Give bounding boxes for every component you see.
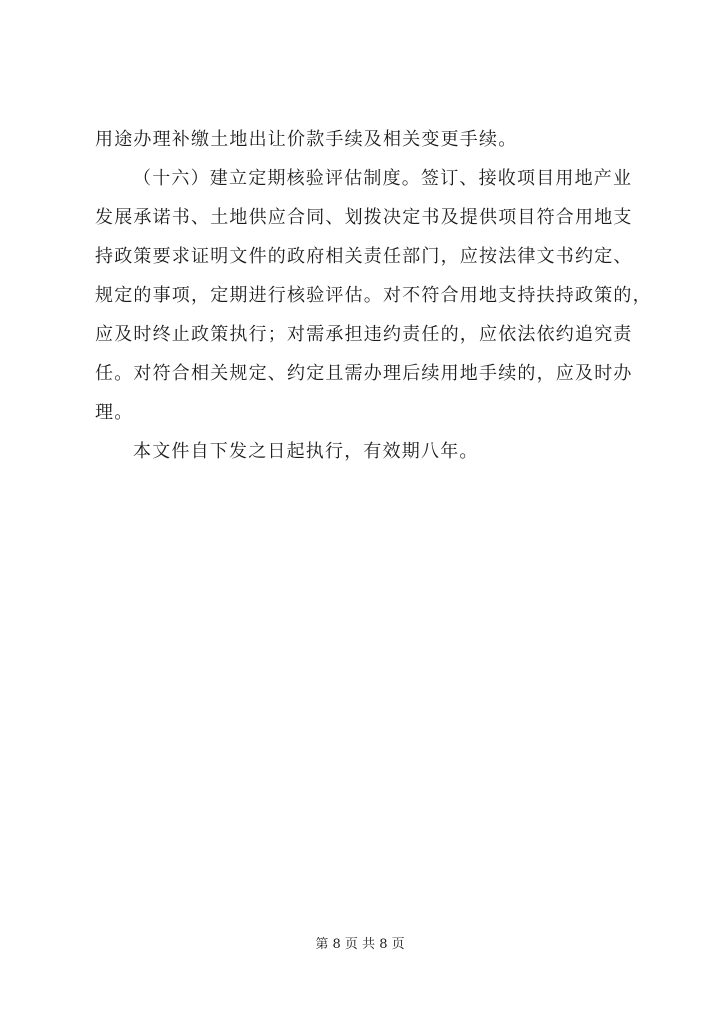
paragraph-line: 规定的事项，定期进行核验评估。对不符合用地支持扶持政策的， <box>95 285 652 306</box>
paragraph-line: 持政策要求证明文件的政府相关责任部门，应按法律文书约定、 <box>95 246 633 267</box>
document-body <box>95 128 655 479</box>
paragraph-line: 本文件自下发之日起执行，有效期八年。 <box>133 441 479 462</box>
paragraph-line: （十六）建立定期核验评估制度。签订、接收项目用地产业 <box>133 168 633 189</box>
paragraph-line: 用途办理补缴土地出让价款手续及相关变更手续。 <box>95 129 518 150</box>
page-number-footer: 第 8 页 共 8 页 <box>315 937 405 952</box>
paragraph-line: 理。 <box>95 402 134 423</box>
paragraph-line: 发展承诺书、土地供应合同、划拨决定书及提供项目符合用地支 <box>95 207 633 228</box>
paragraph-line: 任。对符合相关规定、约定且需办理后续用地手续的，应及时办 <box>95 363 633 384</box>
paragraph-line: 应及时终止政策执行；对需承担违约责任的，应依法依约追究责 <box>95 324 633 345</box>
